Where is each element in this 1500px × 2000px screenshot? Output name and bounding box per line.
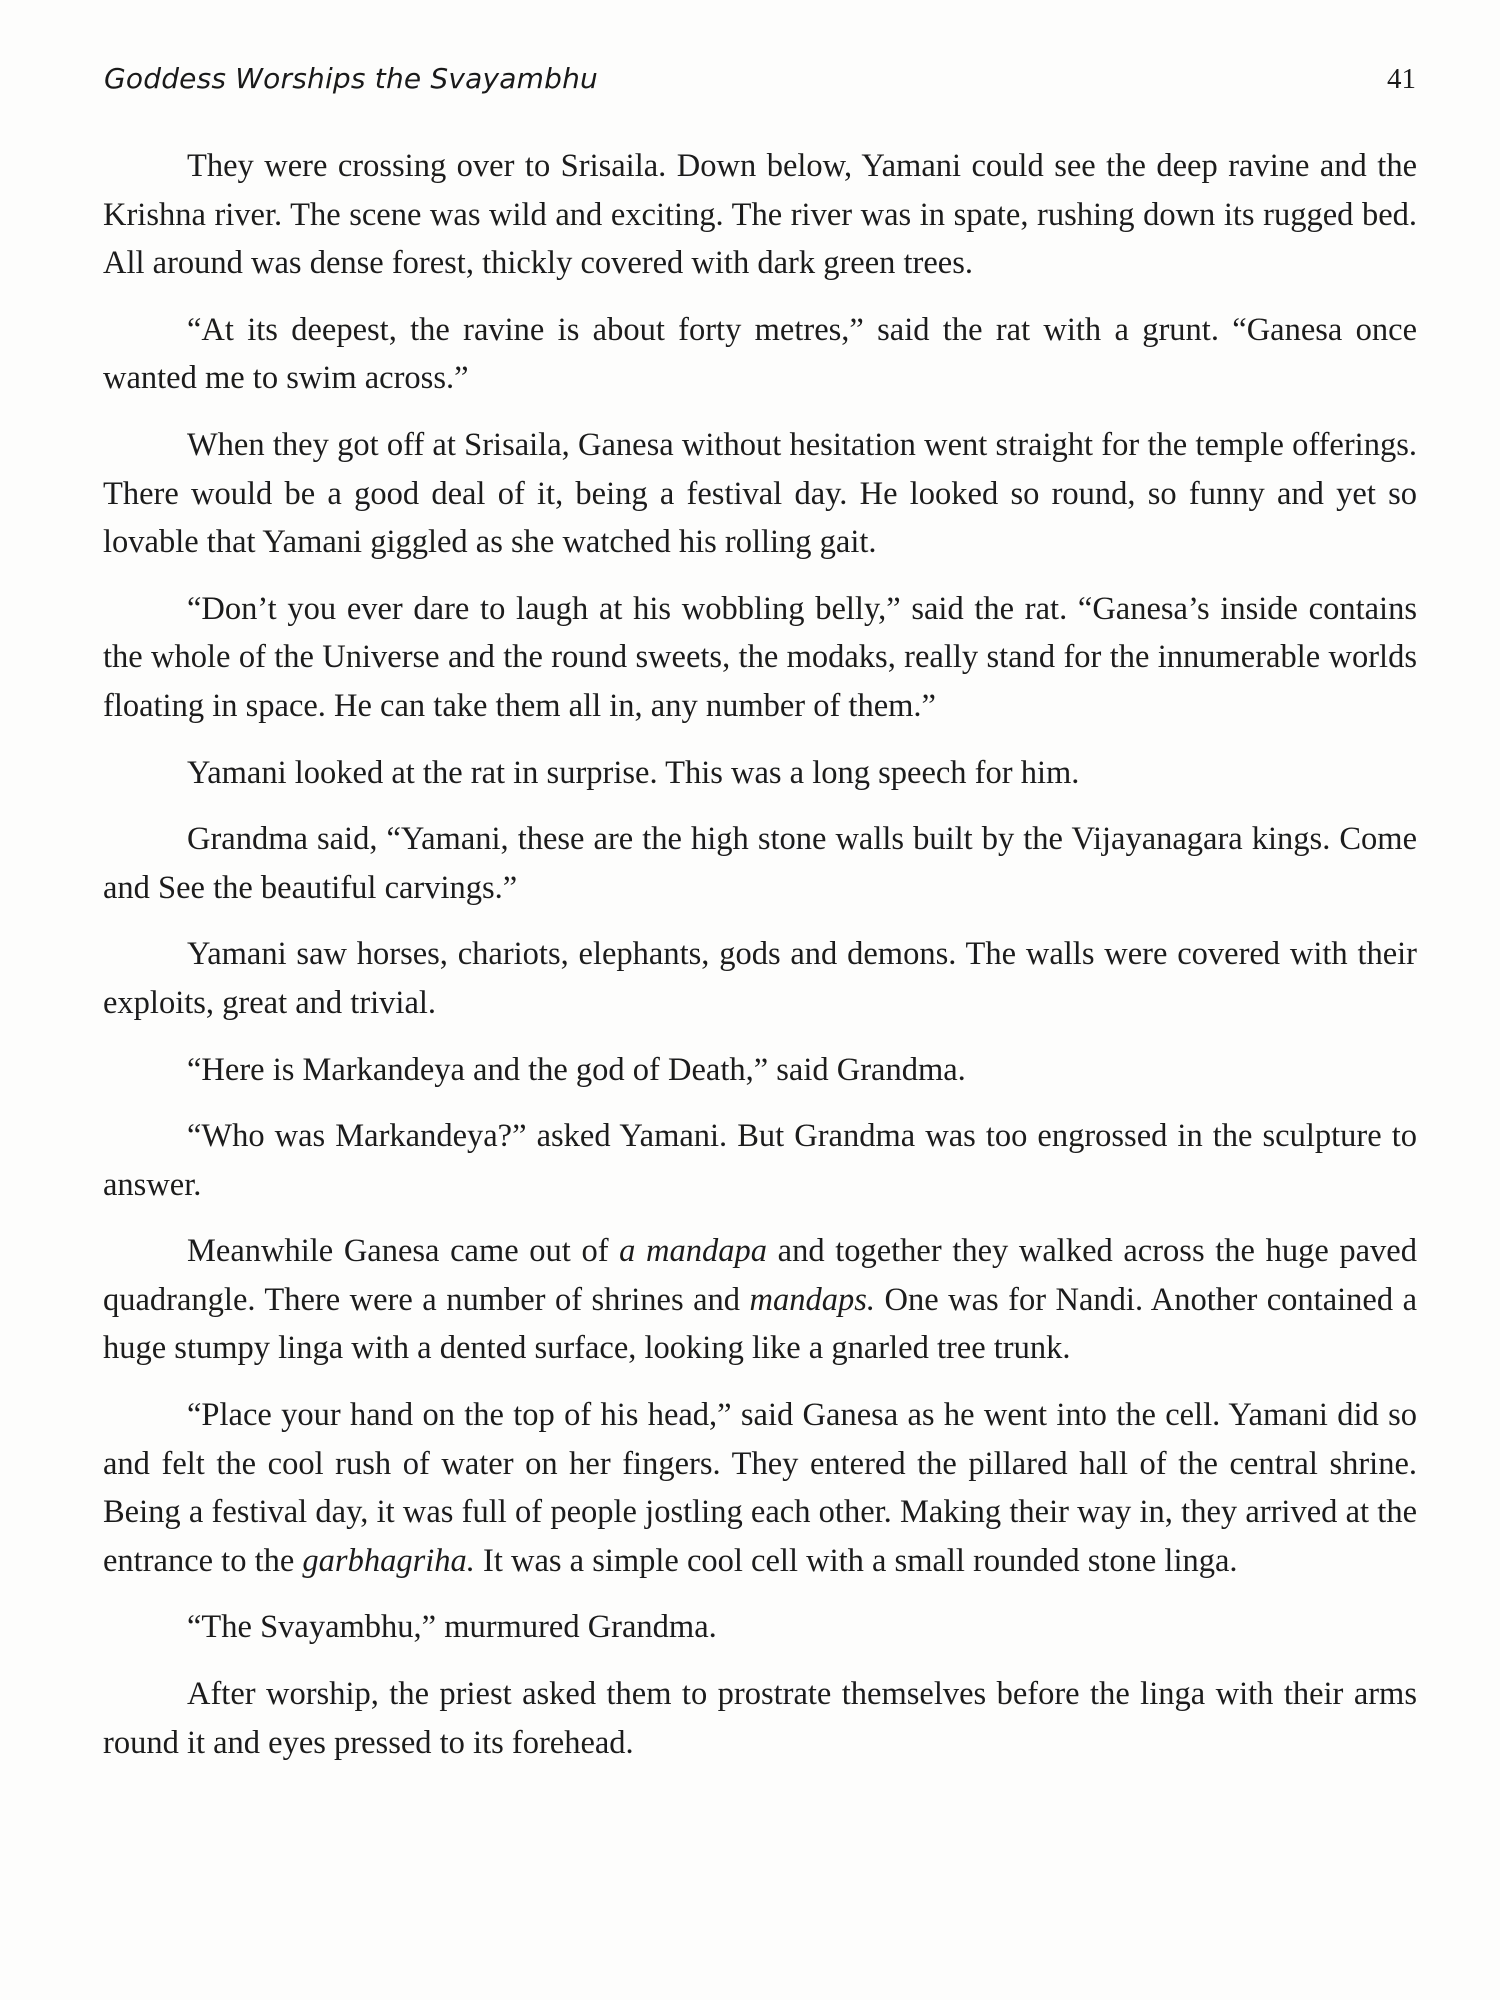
paragraph: They were crossing over to Srisaila. Down below, Yamani could see the deep ravine and the Krishna river. The scene was wild and exciting. The river was in spate, rushing down its rugged bed. All around was dense forest, thickly covered with dark green trees. <box>103 148 1417 282</box>
text-run: One was for Nandi. Another contained a huge stumpy linga with a dented surface, looking like a gnarled tree trunk. <box>103 1281 1417 1367</box>
text-run: Meanwhile Ganesa came out of <box>187 1233 620 1270</box>
text-run: It was a simple cool cell with a small rounded stone linga. <box>474 1542 1238 1579</box>
page-number: 41 <box>1387 63 1416 95</box>
text-run: “Place your hand on the top of his head,” said Ganesa as he went into the cell. Yamani did so and felt the cool rush of water on her fingers. They entered the pillared hall of the central shrine. Being a festival day, it was full of people jostling each other. Making their way in, they arrived at the entrance to the <box>103 1397 1417 1579</box>
body-text <box>103 142 1417 1785</box>
paragraph: “Don’t you ever dare to laugh at his wobbling belly,” said the rat. “Ganesa’s inside contains the whole of the Universe and the round sweets, the modaks, really stand for the innumerable worlds floating in space. He can take them all in, any number of them.” <box>103 590 1417 724</box>
paragraph <box>103 1227 1417 1373</box>
paragraph: When they got off at Srisaila, Ganesa without hesitation went straight for the temple offerings. There would be a good deal of it, being a festival day. He looked so round, so funny and yet so lovable that Yamani giggled as she watched his rolling gait. <box>103 426 1417 561</box>
paragraph: “The Svayambhu,” murmured Grandma. <box>187 1609 717 1646</box>
paragraph: Grandma said, “Yamani, these are the high stone walls built by the Vijayanagara kings. Come and See the beautiful carvings.” <box>103 821 1417 906</box>
paragraph: Yamani saw horses, chariots, elephants, gods and demons. The walls were covered with their exploits, great and trivial. <box>103 936 1417 1021</box>
paragraph: “Who was Markandeya?” asked Yamani. But Grandma was too engrossed in the sculpture to answer. <box>103 1118 1417 1203</box>
page-header <box>104 62 1416 102</box>
running-title: Goddess Worships the Svayambhu <box>104 62 599 95</box>
paragraph: “Here is Markandeya and the god of Death,” said Grandma. <box>187 1051 966 1088</box>
text-run: and together they walked across the huge paved quadrangle. There were a number of shrines and <box>103 1233 1417 1318</box>
paragraph: Yamani looked at the rat in surprise. This was a long speech for him. <box>187 754 1080 791</box>
italic-term: mandaps. <box>749 1281 875 1318</box>
italic-term: garbhagriha. <box>302 1542 475 1579</box>
paragraph: “At its deepest, the ravine is about forty metres,” said the rat with a grunt. “Ganesa once wanted me to swim across.” <box>103 311 1417 397</box>
paragraph: After worship, the priest asked them to prostrate themselves before the linga with their arms round it and eyes pressed to its forehead. <box>103 1676 1417 1761</box>
paragraph <box>103 1391 1417 1585</box>
italic-term: a mandapa <box>619 1233 768 1270</box>
